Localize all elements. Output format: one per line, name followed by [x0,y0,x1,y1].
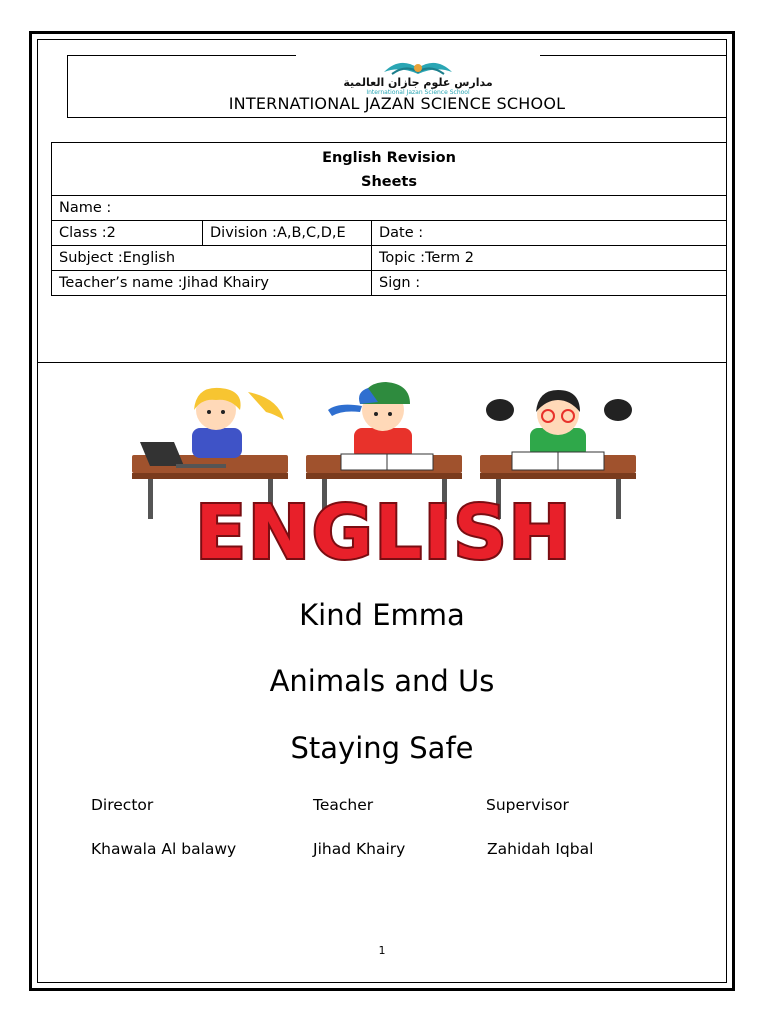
header-topline-right [540,55,727,56]
info-title-cell [52,143,727,196]
school-name: INTERNATIONAL JAZAN SCIENCE SCHOOL [228,94,566,113]
role-teacher: Teacher [313,796,374,814]
boy-cap-icon [328,382,433,470]
division-field: Division :A,B,C,D,E [203,221,372,246]
subject-field: Subject :English [52,246,372,271]
english-banner-word: ENGLISH [195,490,573,570]
section-divider [37,362,727,363]
class-field: Class :2 [52,221,203,246]
english-banner [128,380,640,570]
page-number: 1 [378,944,386,957]
revision-title: English Revision [322,150,456,166]
name-field: Name : [52,196,727,221]
date-field: Date : [372,221,727,246]
role-supervisor: Supervisor [486,796,569,814]
teacher-name-field: Teacher’s name :Jihad Khairy [52,271,372,296]
name-supervisor: Zahidah Iqbal [487,840,594,858]
title-animals-and-us: Animals and Us [269,664,495,698]
sign-field: Sign : [372,271,727,296]
revision-subtitle: Sheets [361,174,417,190]
name-director: Khawala Al balawy [91,840,237,858]
logo-english-text: International Jazan Science School [366,89,470,96]
title-kind-emma: Kind Emma [299,598,465,632]
logo-emblem-icon [384,63,452,74]
logo-arabic-text: مدارس علوم جازان العالمية [343,76,493,89]
role-director: Director [91,796,154,814]
topic-field: Topic :Term 2 [372,246,727,271]
title-staying-safe: Staying Safe [290,731,474,765]
info-table [51,142,727,296]
name-teacher: Jihad Khairy [313,840,406,858]
school-logo [296,50,540,96]
header-topline-left [67,55,296,56]
